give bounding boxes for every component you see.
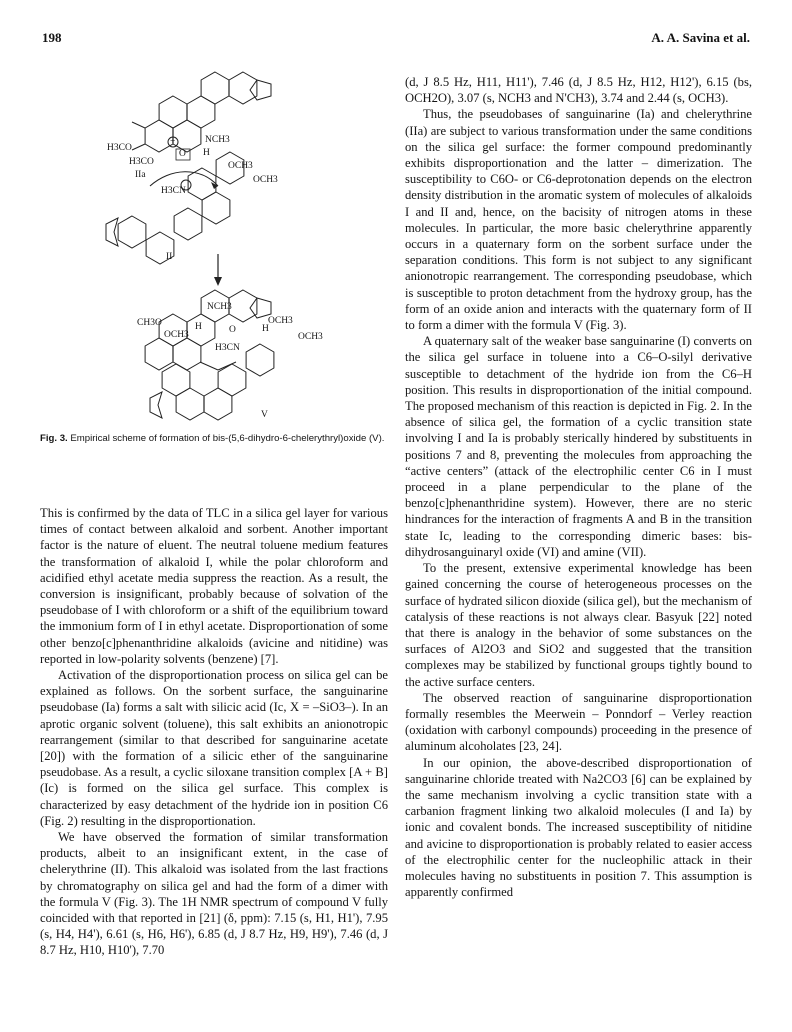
right-paragraph-4: To the present, extensive experimental knowledge has been gained concerning the course of heterogeneous processes on the surface of hydrated silicon dioxide (silica gel), but the mechanism of catalysis of these reactions is not always clear. Basyuk [22] noted that there is analogy in the behavior of some substances on the surfaces of Al2O3 and SiO2 and suggested that the transition complexes may be stabilized by functional groups tightly bound to the active surface centers. — [405, 561, 752, 689]
molecule-ii-middle — [106, 152, 244, 264]
right-column — [405, 74, 752, 900]
label-iia: IIa — [135, 170, 146, 180]
label-h3cn-1: H3CN — [161, 186, 186, 196]
caption-text: Empirical scheme of formation of bis-(5,6-dihydro-6-chelerythryl)oxide (V). — [70, 433, 385, 444]
left-paragraph-3: We have observed the formation of similar transformation products, albeit to an insignificant extent, in the case of chelerythrine (II). This alkaloid was isolated from the last fractions by chromatography on silica gel and had the form of a dimer with the formula V (Fig. 3). The 1H NMR spectrum of compound V fully coincided with that reported in [21] (δ, ppm): 7.15 (s, H1, H1'), 7.95 (s, H4, H4'), 6.61 (s, H6, H6'), 6.85 (d, J 8.7 Hz, H9, H9'), 7.46 (d, J 8.7 Hz, H10, H10'), 7.70 — [40, 830, 388, 958]
label-nch3-mid: NCH3 — [207, 302, 232, 312]
running-authors: A. A. Savina et al. — [651, 30, 750, 45]
left-paragraph-2: Activation of the disproportionation process on silica gel can be explained as follows. On the sorbent surface, the sanguinarine pseudobase (Ia) forms a salt with silicic acid (Ic, X = –SiO3–). In an aprotic organic solvent (toluene), this salt exhibits an anionotropic rearrangement (similar to that described for sanguinarine acetate [20]) with the formation of a silicic ether of the sanguinarine pseudobase. As a result, a cyclic siloxane transition complex [A + B] (Ic) is formed on the silica gel surface. This complex is characterized by easy detachment of the hydride ion in position C6 (Fig. 2) resulting in the disproportionation. — [40, 668, 388, 828]
page-header — [42, 30, 750, 48]
label-och3-e: OCH3 — [298, 332, 323, 342]
label-ii: II — [166, 252, 173, 262]
label-nch3-top: NCH3 — [205, 135, 230, 145]
label-och3-c: OCH3 — [164, 330, 189, 340]
right-paragraph-1: (d, J 8.5 Hz, H11, H11'), 7.46 (d, J 8.5 Hz, H12, H12'), 6.15 (bs, OCH2O), 3.07 (s, NCH3 and N'CH3), 3.74 and 2.44 (s, OCH3). — [405, 75, 752, 106]
reaction-scheme-drawing — [40, 58, 388, 433]
label-h3co-2: H3CO — [129, 157, 154, 167]
label-och3-a: OCH3 — [228, 161, 253, 171]
label-v: V — [261, 410, 268, 420]
label-och3-d: OCH3 — [268, 316, 293, 326]
page-number: 198 — [42, 30, 62, 45]
right-paragraph-2: Thus, the pseudobases of sanguinarine (Ia) and chelerythrine (IIa) are subject to various transformation under the same conditions on the silica gel surface: the former compound predominantly exhibits disproportionation and the latter – dimerization. The susceptibility to C6O- or C6-deprotonation depends on the electron density distribution in the aromatic system of molecules of alkaloids I and II and, hence, on the bacisity of nitrogen atoms in these molecules. In particular, the more basic chelerythrine apparently occurs in a quaternary form on the sorbent surface under the separation conditions. This form is not subject to any significant anionotropic rearrangement. The corresponding pseudobase, which is susceptible to proton detachment from the hydroxy group, has the form of an oxide anion and interacts with the quaternary form of II to form a dimer with the formula V (Fig. 3). — [405, 107, 752, 333]
right-paragraph-5: The observed reaction of sanguinarine disproportionation formally resembles the Meerwein – Ponndorf – Verley reaction (oxidation with carbonyl compounds) proceeding in the presence of aluminum alcoholates [23, 24]. — [405, 690, 752, 754]
right-paragraph-3: A quaternary salt of the weaker base sanguinarine (I) converts on the silica gel surface in toluene into a C6–O-silyl derivative susceptible to detachment of the hydride ion from the C6–H position. This results in disproportionation of the initial compound. The proposed mechanism of this reaction is depicted in Fig. 2. In the absence of silica gel, the formation of a cyclic transition state involving I and Ia is probably sterically hindered by substituents in positions 7 and 8, preventing the molecules from approaching the “active centers” (attack of the electrophilic center C6 in I must proceed in a plane perpendicular to the plane of the benzo[c]phenanthridine system). However, there are no steric hindrances for the interaction of fragments A and B in the transition state Ic, leading to the corresponding dimeric bases: bis-dihydrosanguinaryl oxide (VI) and amine (VII). — [405, 334, 752, 559]
label-o-minus: O — [179, 149, 186, 159]
label-plus-1: + — [170, 137, 176, 147]
right-paragraph-6: In our opinion, the above-described disproportionation of sanguinarine chloride treated with Na2CO3 [6] can be explained by the same mechanism involving a cyclic transition state with a carbanion fragment linking two alkaloid molecules (I and Ia) by ionic and covalent bonds. The increased susceptibility of nitidine and avicine to disproportionation is probably related to easier access of the electrophilic center for the nucleophilic attack in their molecules having no substituents in position 7. This assumption is apparently confirmed — [405, 755, 752, 900]
label-h3cn-2: H3CN — [215, 343, 240, 353]
left-column — [40, 505, 388, 959]
label-h3co-1: H3CO — [107, 143, 132, 153]
reaction-arrow — [214, 254, 222, 286]
label-o-bridge: O — [229, 325, 236, 335]
label-h-top: H — [203, 148, 210, 158]
label-och3-b: OCH3 — [253, 175, 278, 185]
figure-caption — [40, 433, 385, 446]
label-ch3o: CH3O — [137, 318, 162, 328]
figure-3-scheme — [40, 58, 388, 453]
left-paragraph-1: This is confirmed by the data of TLC in a silica gel layer for various times of contact between alkaloid and sorbent. Another important factor is the nature of eluent. The neutral toluene medium features the transformation of alkaloid I, while the polar chloroform and acidified ethyl acetate media suppress the reaction. As a result, the conversion is insignificant, probably because of solvation of the pseudobase of I with chloroform or a shift of the equilibrium toward the immonium form of I in ethyl acetate. Disproportionation of some other benzo[c]phenanthridine alkaloids (avicine and nitidine) was reported in low-polarity solvents (benzene) [7]. — [40, 506, 388, 666]
caption-label: Fig. 3. — [40, 433, 68, 444]
molecule-iia-top — [132, 72, 271, 160]
label-h-right: H — [262, 324, 269, 334]
label-h-left: H — [195, 322, 202, 332]
